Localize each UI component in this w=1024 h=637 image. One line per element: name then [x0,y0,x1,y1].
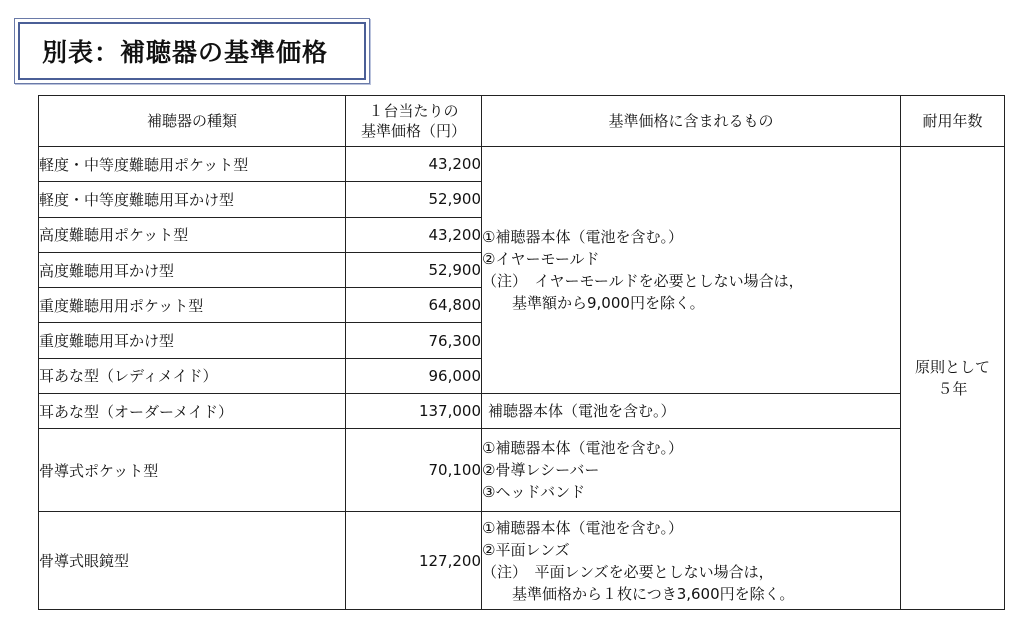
type-cell: 高度難聴用ポケット型 [39,217,346,252]
includes-cell-group1 [482,147,901,394]
price-cell: 127,200 [346,512,482,610]
includes-line: ③ヘッドバンド [482,483,586,502]
price-cell: 96,000 [346,358,482,393]
includes-note-cont: 基準価格から１枚につき3,600円を除く。 [512,584,795,603]
type-cell: 骨導式ポケット型 [39,429,346,512]
includes-line: ②平面レンズ [482,540,570,559]
price-cell: 43,200 [346,217,482,252]
life-line1: 原則として [914,358,990,377]
includes-line: ①補聴器本体（電池を含む。） [482,439,683,458]
type-cell: 重度難聴用用ポケット型 [39,288,346,323]
page-title: 別表：補聴器の基準価格 [42,38,329,67]
type-cell: 重度難聴用耳かけ型 [39,323,346,358]
includes-note: （注） 平面レンズを必要としない場合は， [482,562,774,581]
includes-cell-group3 [482,429,901,512]
type-cell: 高度難聴用耳かけ型 [39,252,346,287]
header-price [346,96,482,147]
table-row [39,147,1005,182]
price-cell: 70,100 [346,429,482,512]
table-header-row [39,96,1005,147]
table-row [39,512,1005,610]
header-includes: 基準価格に含まれるもの [482,96,901,147]
title-frame [18,22,366,80]
header-life: 耐用年数 [901,96,1005,147]
includes-note: （注） イヤーモールドを必要としない場合は， [482,272,804,291]
price-cell: 64,800 [346,288,482,323]
price-cell: 52,900 [346,182,482,217]
table-row [39,429,1005,512]
includes-line: ①補聴器本体（電池を含む。） [482,228,683,247]
price-cell: 43,200 [346,147,482,182]
price-cell: 137,000 [346,394,482,429]
price-cell: 52,900 [346,252,482,287]
type-cell: 耳あな型（レディメイド） [39,358,346,393]
includes-cell-group4 [482,512,901,610]
header-type: 補聴器の種類 [39,96,346,147]
includes-cell-group2 [482,394,901,429]
life-line2: ５年 [937,380,968,399]
header-price-line2: 基準価格（円） [360,122,466,140]
table-row [39,394,1005,429]
type-cell: 軽度・中等度難聴用耳かけ型 [39,182,346,217]
type-cell: 骨導式眼鏡型 [39,512,346,610]
hearing-aid-price-table [38,95,1005,610]
header-price-line1: １台当たりの [368,102,459,120]
type-cell: 耳あな型（オーダーメイド） [39,394,346,429]
type-cell: 軽度・中等度難聴用ポケット型 [39,147,346,182]
includes-line: ②骨導レシーバー [482,461,600,480]
includes-note-cont: 基準額から9,000円を除く。 [512,294,705,313]
life-cell [901,147,1005,610]
title-box [14,18,370,84]
includes-line: 補聴器本体（電池を含む。） [488,402,676,421]
includes-line: ②イヤーモールド [482,250,600,269]
includes-line: ①補聴器本体（電池を含む。） [482,518,683,537]
price-cell: 76,300 [346,323,482,358]
